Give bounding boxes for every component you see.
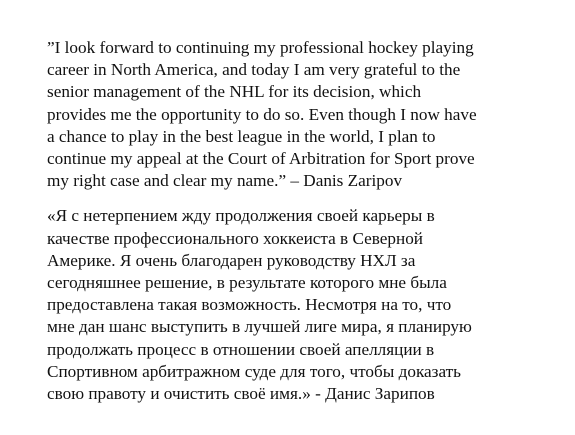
quote-paragraph-english: ”I look forward to continuing my professional hockey playing career in North America, and today I am very grateful to the senior management of the NHL for its decision, which provides me the opportunity to do so. Even though I now have a chance to play in the best league in the world, I plan to continue my appeal at the Court of Arbitration for Sport prove my right case and clear my name.” – Danis Zaripov [47, 38, 477, 191]
quote-paragraph-russian: «Я с нетерпением жду продолжения своей карьеры в качестве профессионального хоккеиста в Северной Америке. Я очень благодарен руководству НХЛ за сегодняшнее решение, в результате которого мне была предоставлена такая возможность. Несмотря на то, что мне дан шанс выступить в лучшей лиге мира, я планирую продолжать процесс в отношении своей апелляции в Спортивном арбитражном суде для того, чтобы доказать свою правоту и очистить своё имя.» - Данис Зарипов [47, 206, 472, 404]
